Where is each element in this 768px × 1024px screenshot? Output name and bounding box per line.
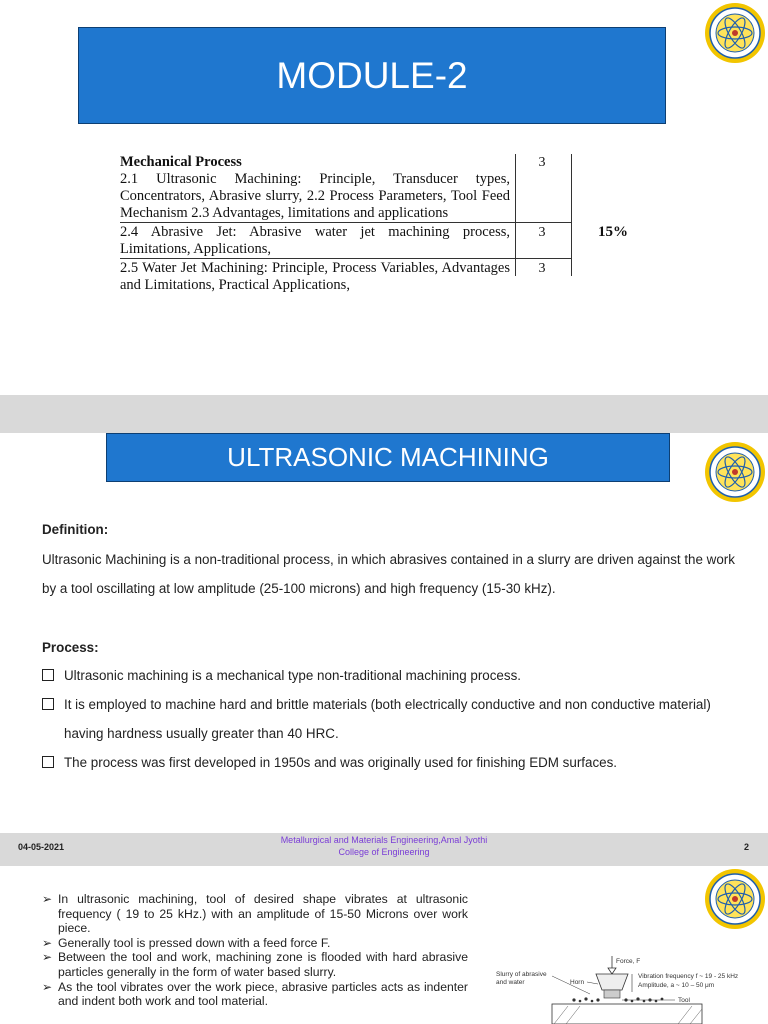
arrow-bullet-icon: ➢	[42, 892, 53, 906]
list-item	[42, 980, 468, 1009]
bullet-text: Ultrasonic machining is a mechanical type non-traditional machining process.	[64, 668, 521, 683]
tool-shape	[604, 990, 620, 998]
usm-bullet-list	[42, 892, 468, 1009]
usm-schematic-diagram	[492, 954, 768, 1024]
definition-text: Ultrasonic Machining is a non-traditional process, in which abrasives contained in a slurry are driven against the work by a tool oscillating at low amplitude (25-100 microns) and high frequency (15-30 kHz).	[42, 552, 735, 596]
footer-page-number: 2	[744, 842, 750, 852]
usm-title: ULTRASONIC MACHINING	[227, 442, 549, 472]
slide-footer	[0, 833, 768, 863]
module-title-box	[78, 27, 666, 124]
label-tool: Tool	[678, 997, 690, 1004]
slide-usm-working	[0, 866, 768, 1024]
bullet-text: The process was first developed in 1950s and was originally used for finishing EDM surfaces.	[64, 755, 618, 770]
bullet-text: In ultrasonic machining, tool of desired shape vibrates at ultrasonic frequency ( 19 to 25 kHz.) with an amplitude of 15-50 Microns over work piece.	[58, 892, 468, 936]
arrow-bullet-icon: ➢	[42, 935, 53, 950]
slide-module-2	[0, 0, 768, 395]
horn-shape	[596, 974, 628, 990]
footer-line-2: College of Engineering	[338, 847, 430, 857]
footer-line-1: Metallurgical and Materials Engineering,Amal Jyothi	[280, 835, 488, 845]
footer-date: 04-05-2021	[18, 842, 65, 852]
college-logo-icon	[704, 868, 766, 930]
syllabus-heading: Mechanical Process	[120, 154, 242, 170]
bullet-text: Generally tool is pressed down with a feed force F.	[58, 935, 331, 950]
horn-pointer	[587, 982, 598, 984]
table-divider	[120, 258, 572, 259]
arrow-bullet-icon: ➢	[42, 979, 53, 994]
module-title: MODULE-2	[276, 55, 468, 96]
arrow-bullet-icon: ➢	[42, 950, 53, 965]
usm-title-box	[106, 433, 670, 482]
list-item	[42, 950, 468, 979]
bullet-text: It is employed to machine hard and brittle materials (both electrically conductive and non conductive material) having hardness usually greater than 40 HRC.	[64, 697, 711, 741]
checkbox-bullet-icon	[42, 756, 54, 768]
syllabus-row-1-text: 2.1 Ultrasonic Machining: Principle, Transducer types, Concentrators, Abrasive slurry, 2.2 Process Parameters, Tool Feed Mechanism 2.3 Advantages, limitations and applications	[120, 171, 510, 221]
label-horn: Horn	[570, 979, 585, 986]
label-slurry-2: and water	[496, 979, 525, 986]
label-vibration: Vibration frequency f ~ 19 - 25 kHz	[638, 973, 739, 980]
syllabus-row-2-hours: 3	[538, 225, 546, 240]
college-logo-icon	[704, 441, 766, 503]
syllabus-row-1-hours: 3	[538, 155, 546, 170]
bullet-text: Between the tool and work, machining zone is flooded with hard abrasive particles generally in the form of water based slurry.	[58, 950, 468, 979]
college-logo-icon	[704, 2, 766, 64]
syllabus-row-1	[120, 154, 510, 222]
table-divider	[120, 222, 572, 223]
force-arrowhead	[608, 968, 616, 974]
workpiece-shape	[552, 1004, 702, 1024]
syllabus-row-3-hours: 3	[538, 261, 546, 276]
footer-institution	[234, 834, 534, 858]
syllabus-row-2: 2.4 Abrasive Jet: Abrasive water jet machining process, Limitations, Applications,	[120, 224, 510, 257]
list-item	[42, 936, 468, 951]
syllabus-row-3: 2.5 Water Jet Machining: Principle, Process Variables, Advantages and Limitations, Practical Applications,	[120, 260, 510, 293]
label-amplitude: Amplitude, a ~ 10 – 50 μm	[638, 982, 715, 989]
slide-ultrasonic-machining	[0, 433, 768, 863]
list-item	[42, 690, 742, 748]
checkbox-bullet-icon	[42, 669, 54, 681]
list-item	[42, 892, 468, 936]
syllabus-weightage: 15%	[598, 224, 628, 240]
list-item	[42, 661, 742, 690]
process-heading: Process:	[42, 640, 99, 655]
label-slurry-1: Slurry of abrasive	[496, 971, 547, 978]
list-item	[42, 748, 742, 777]
definition-heading: Definition:	[42, 522, 109, 537]
label-force: Force, F	[616, 958, 641, 965]
checkbox-bullet-icon	[42, 698, 54, 710]
bullet-text: As the tool vibrates over the work piece, abrasive particles acts as indenter and indent both work and tool material.	[58, 979, 468, 1009]
